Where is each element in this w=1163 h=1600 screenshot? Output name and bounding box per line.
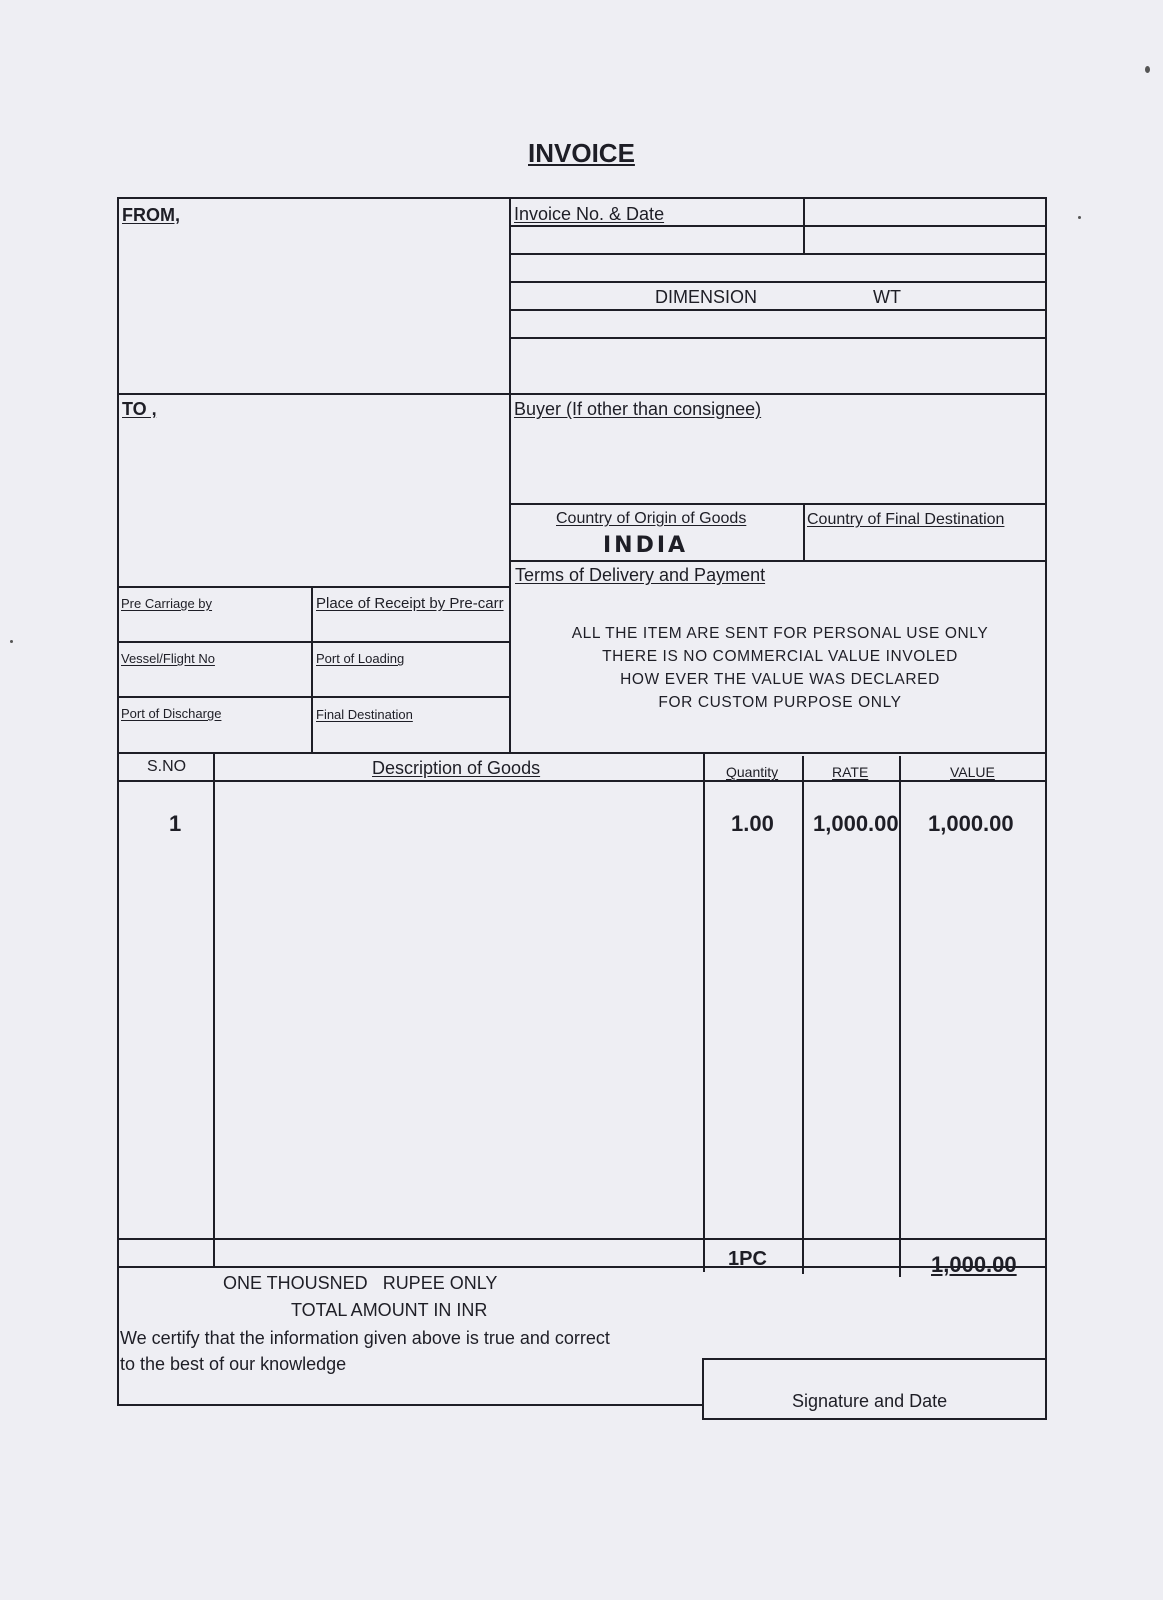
port-of-discharge-label: Port of Discharge <box>121 706 222 721</box>
origin-label: Country of Origin of Goods <box>556 510 747 527</box>
invoice-no-date-label: Invoice No. & Date <box>514 204 665 224</box>
port-of-loading-label: Port of Loading <box>316 651 405 666</box>
notice-line: THERE IS NO COMMERCIAL VALUE INVOLED <box>602 648 958 665</box>
col-header-value: VALUE <box>950 764 995 780</box>
personal-use-notice <box>520 622 1040 714</box>
final-destination-country-label: Country of Final Destination <box>807 511 1005 528</box>
origin-value: INDIA <box>603 533 689 558</box>
notice-line: FOR CUSTOM PURPOSE ONLY <box>658 694 902 711</box>
amount-in-words: ONE THOUSNED RUPEE ONLY <box>223 1273 498 1293</box>
scan-speck <box>10 640 13 643</box>
col-header-description: Description of Goods <box>372 758 541 778</box>
final-destination-label: Final Destination <box>316 707 413 722</box>
certify-line-2: to the best of our knowledge <box>120 1354 347 1374</box>
vessel-flight-label: Vessel/Flight No <box>121 651 215 666</box>
certify-line-1: We certify that the information given above is true and correct <box>120 1328 610 1348</box>
col-header-sno: S.NO <box>147 758 187 775</box>
col-header-rate: RATE <box>832 764 869 780</box>
wt-label: WT <box>873 287 901 307</box>
total-amount-label: TOTAL AMOUNT IN INR <box>291 1300 488 1320</box>
terms-label: Terms of Delivery and Payment <box>515 565 766 585</box>
notice-line: ALL THE ITEM ARE SENT FOR PERSONAL USE ONLY <box>571 625 989 642</box>
scan-speck <box>1078 216 1081 219</box>
row-value: 1,000.00 <box>928 811 1014 836</box>
notice-line: HOW EVER THE VALUE WAS DECLARED <box>620 671 940 688</box>
row-rate: 1,000.00 <box>813 811 899 836</box>
total-value: 1,000.00 <box>931 1252 1017 1277</box>
row-sno: 1 <box>169 811 182 836</box>
row-quantity: 1.00 <box>731 811 774 836</box>
scan-speck <box>1145 66 1150 73</box>
dimension-label: DIMENSION <box>655 287 758 307</box>
buyer-label: Buyer (If other than consignee) <box>514 399 762 419</box>
to-label: TO , <box>122 399 157 419</box>
col-header-quantity: Quantity <box>726 764 779 780</box>
total-quantity: 1PC <box>728 1248 767 1270</box>
place-of-receipt-label: Place of Receipt by Pre-carr <box>316 595 504 612</box>
pre-carriage-label: Pre Carriage by <box>121 596 213 611</box>
signature-label: Signature and Date <box>792 1391 948 1411</box>
invoice-title: INVOICE <box>528 138 635 168</box>
from-label: FROM, <box>122 205 180 225</box>
